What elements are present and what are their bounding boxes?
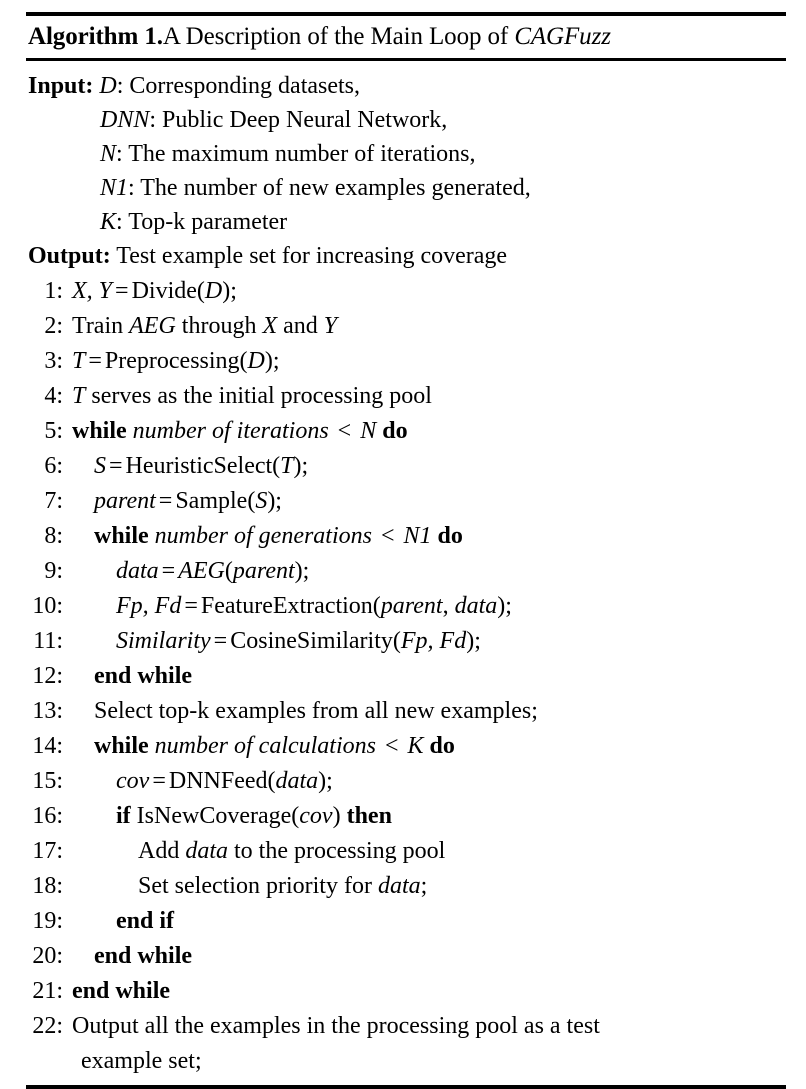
step-text: while number of generations < N1 do (94, 523, 463, 549)
algorithm-step-line (26, 659, 786, 694)
algorithm-step-line (26, 939, 786, 974)
input-symbol-1: DNN (100, 107, 150, 133)
step-text: T serves as the initial processing pool (72, 383, 432, 409)
algorithm-step (26, 589, 786, 624)
input-line-2 (26, 137, 786, 171)
algorithm-title (26, 16, 786, 58)
step-text: end while (94, 663, 193, 689)
input-text-1: : Public Deep Neural Network, (149, 107, 448, 133)
algorithm-step (26, 974, 786, 1009)
algorithm-step (26, 624, 786, 659)
algorithm-step-line (26, 799, 786, 834)
step-number: 15: (32, 768, 63, 794)
algorithm-step-line (26, 904, 786, 939)
input-text-4: : Top-k parameter (116, 209, 288, 235)
algorithm-step (26, 554, 786, 589)
step-text: X, Y = Divide(D); (72, 278, 237, 304)
bottom-rule (26, 1085, 786, 1089)
input-symbol-4: K (100, 209, 117, 235)
step-text: Select top-k examples from all new examples; (94, 698, 538, 724)
step-number: 22: (32, 1013, 63, 1039)
algorithm-step (26, 414, 786, 449)
algorithm-step (26, 449, 786, 484)
algorithm-step-line (26, 624, 786, 659)
output-line (26, 239, 786, 273)
step-text: if IsNewCoverage(cov) then (116, 803, 392, 829)
step-number: 16: (32, 803, 63, 829)
algorithm-step (26, 659, 786, 694)
bottom-rule-wrap (26, 1079, 786, 1089)
algorithm-step (26, 904, 786, 939)
step-text: parent = Sample(S); (94, 488, 282, 514)
algorithm-step-line (26, 974, 786, 1009)
algorithm-block (26, 12, 786, 1089)
algorithm-step-line (26, 309, 786, 344)
input-symbol-0: D (99, 73, 117, 99)
algorithm-step-line (26, 344, 786, 379)
algorithm-step-line (26, 729, 786, 764)
algorithm-step-line (26, 764, 786, 799)
step-number: 3: (44, 348, 63, 374)
algorithm-step (26, 274, 786, 309)
algorithm-step (26, 729, 786, 764)
step-number: 5: (44, 418, 63, 444)
algorithm-step (26, 869, 786, 904)
step-text: T = Preprocessing(D); (72, 348, 280, 374)
input-text-0: : Corresponding datasets, (116, 73, 361, 99)
step-text: while number of iterations < N do (72, 418, 408, 444)
step-number: 8: (44, 523, 63, 549)
algorithm-step (26, 344, 786, 379)
input-text-2: : The maximum number of iterations, (116, 141, 476, 167)
input-line-4 (26, 205, 786, 239)
step-text: end while (94, 943, 193, 969)
step-number: 20: (32, 943, 63, 969)
output-label: Output: (28, 243, 111, 269)
algorithm-step-line (26, 379, 786, 414)
algorithm-step-line (26, 834, 786, 869)
algorithm-step-line (26, 449, 786, 484)
step-number: 4: (44, 383, 63, 409)
step-text: while number of calculations < K do (94, 733, 455, 759)
algorithm-step (26, 939, 786, 974)
step-text: Set selection priority for data; (138, 873, 428, 899)
step-text: data = AEG(parent); (116, 558, 310, 584)
step-number: 1: (44, 278, 63, 304)
input-text-3: : The number of new examples generated, (128, 175, 531, 201)
step-text: Output all the examples in the processing pool as a test (72, 1013, 600, 1039)
algorithm-step-line (26, 554, 786, 589)
algorithm-step (26, 799, 786, 834)
algorithm-tool-name: CAGFuzz (514, 23, 611, 50)
algorithm-step (26, 1009, 786, 1079)
step-number: 12: (32, 663, 63, 689)
step-text: Fp, Fd = FeatureExtraction(parent, data); (116, 593, 512, 619)
step-number: 14: (32, 733, 63, 759)
input-symbol-3: N1 (100, 175, 129, 201)
step-number: 11: (33, 628, 63, 654)
algorithm-step (26, 484, 786, 519)
step-number: 21: (32, 978, 63, 1004)
algorithm-step-line (26, 589, 786, 624)
step-text: S = HeuristicSelect(T); (94, 453, 309, 479)
input-line-1 (26, 103, 786, 137)
step-number: 17: (32, 838, 63, 864)
algorithm-step (26, 379, 786, 414)
algorithm-step-line (26, 274, 786, 309)
algorithm-step-line (26, 519, 786, 554)
step-text: Similarity = CosineSimilarity(Fp, Fd); (116, 628, 481, 654)
algorithm-steps (26, 273, 786, 1079)
step-number: 19: (32, 908, 63, 934)
algorithm-number-label: Algorithm 1. (28, 23, 163, 50)
step-number: 13: (32, 698, 63, 724)
algorithm-step (26, 309, 786, 344)
output-text: Test example set for increasing coverage (116, 243, 508, 269)
algorithm-step (26, 694, 786, 729)
step-number: 6: (44, 453, 63, 479)
step-number: 9: (44, 558, 63, 584)
input-symbol-2: N (100, 141, 117, 167)
input-line-0 (26, 69, 786, 103)
step-text-continuation: example set; (81, 1048, 202, 1074)
algorithm-step (26, 834, 786, 869)
step-text: end while (72, 978, 171, 1004)
algorithm-step (26, 764, 786, 799)
step-number: 2: (44, 313, 63, 339)
algorithm-step-line (26, 1009, 786, 1044)
step-text: end if (116, 908, 175, 934)
input-label: Input: (28, 73, 94, 99)
step-number: 18: (32, 873, 63, 899)
step-number: 7: (44, 488, 63, 514)
step-text: Train AEG through X and Y (72, 313, 338, 339)
algorithm-step-line (26, 414, 786, 449)
algorithm-step-line (26, 484, 786, 519)
algorithm-step-line (26, 694, 786, 729)
algorithm-step-line (26, 869, 786, 904)
algorithm-title-text: A Description of the Main Loop of (162, 23, 515, 50)
algorithm-step (26, 519, 786, 554)
step-number: 10: (32, 593, 63, 619)
step-text: cov = DNNFeed(data); (116, 768, 333, 794)
io-block (26, 61, 786, 273)
input-line-3 (26, 171, 786, 205)
step-text: Add data to the processing pool (138, 838, 446, 864)
